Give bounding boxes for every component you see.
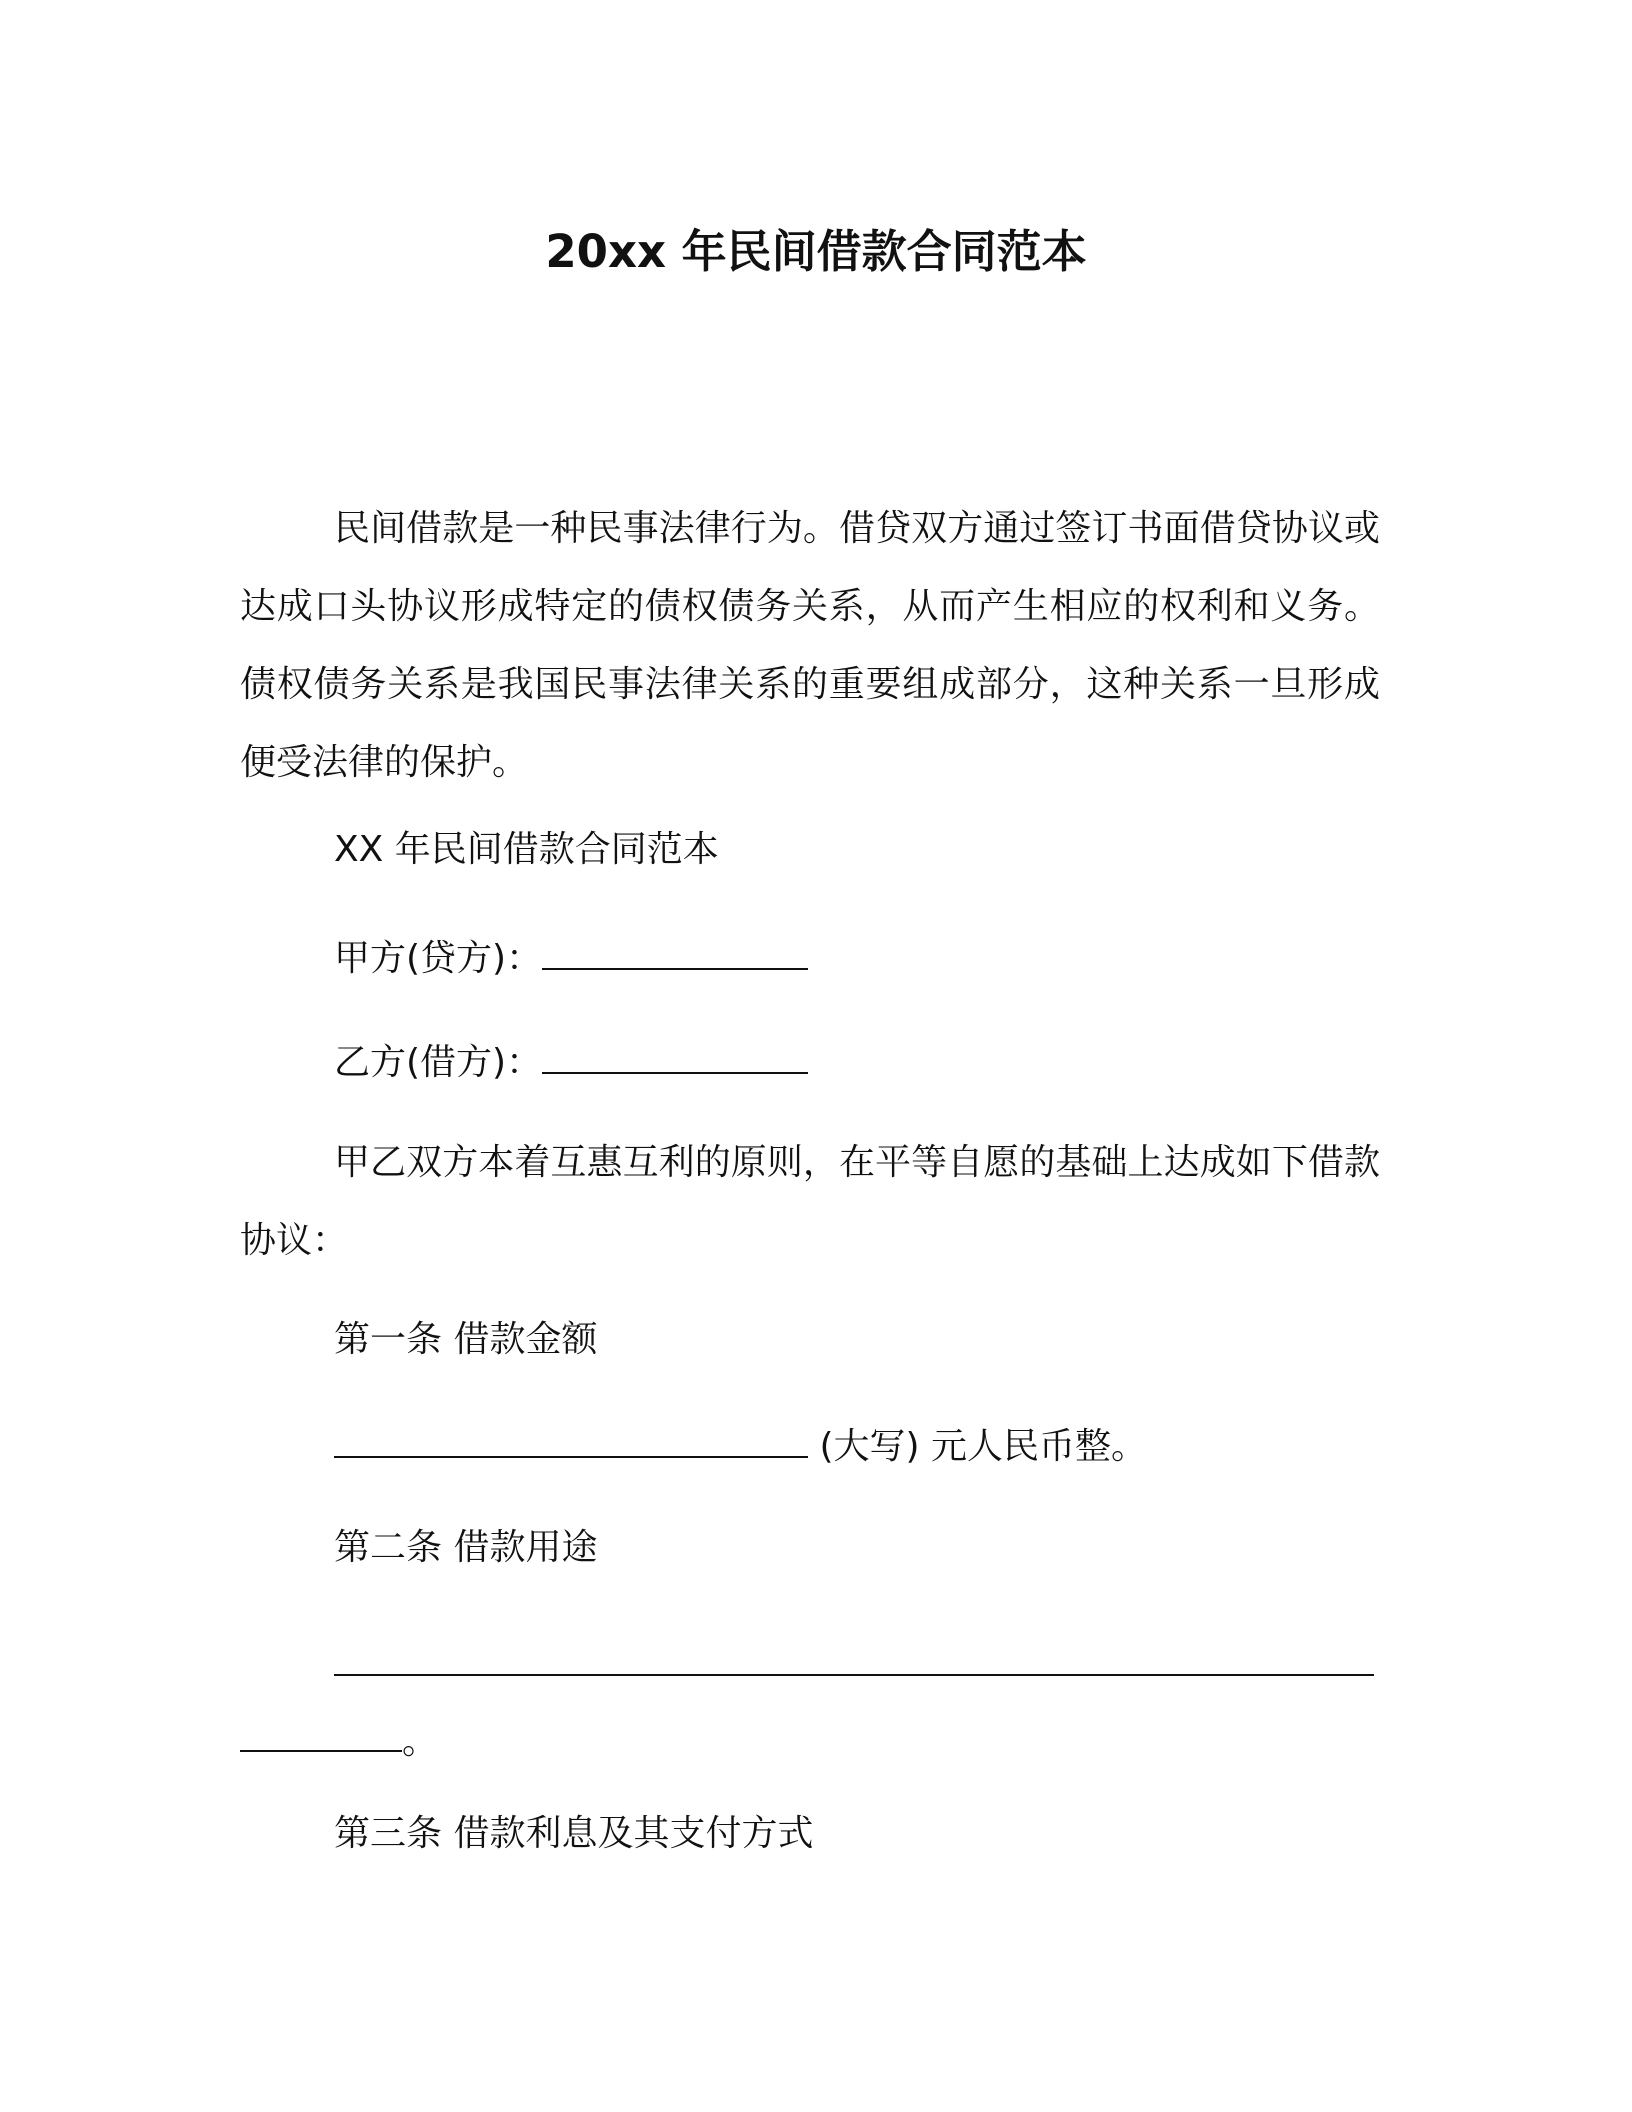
- party-a-label: 甲方(贷方)：: [334, 938, 543, 979]
- article-3-title: 第三条 借款利息及其支付方式: [334, 1813, 814, 1854]
- article-1-amount-line: [334, 1420, 1147, 1471]
- party-b-blank[interactable]: [542, 1036, 808, 1074]
- article-2-title: 第二条 借款用途: [334, 1527, 598, 1568]
- agreement-paragraph: 甲乙双方本着互惠互利的原则，在平等自愿的基础上达成如下借款协议：: [240, 1142, 1380, 1261]
- amount-blank[interactable]: [334, 1420, 808, 1458]
- document-title: 20xx 年民间借款合同范本: [545, 225, 1087, 278]
- contract-subtitle: XX 年民间借款合同范本: [334, 829, 719, 870]
- amount-suffix: (大写) 元人民币整。: [819, 1426, 1147, 1467]
- party-a-blank[interactable]: [542, 932, 808, 970]
- party-b-line: [334, 1036, 808, 1087]
- purpose-blank-line-1[interactable]: [334, 1674, 1374, 1676]
- intro-paragraph: 民间借款是一种民事法律行为。借贷双方通过签订书面借贷协议或达成口头协议形成特定的债权债务关系，从而产生相应的权利和义务。债权债务关系是我国民事法律关系的重要组成部分，这种关系一旦形成便受法律的保护。: [240, 508, 1380, 783]
- party-a-line: [334, 932, 808, 983]
- party-b-label: 乙方(借方)：: [334, 1042, 543, 1083]
- purpose-blank-line-2[interactable]: [240, 1750, 402, 1752]
- purpose-end-mark: 。: [402, 1721, 439, 1762]
- article-1-title: 第一条 借款金额: [334, 1319, 598, 1360]
